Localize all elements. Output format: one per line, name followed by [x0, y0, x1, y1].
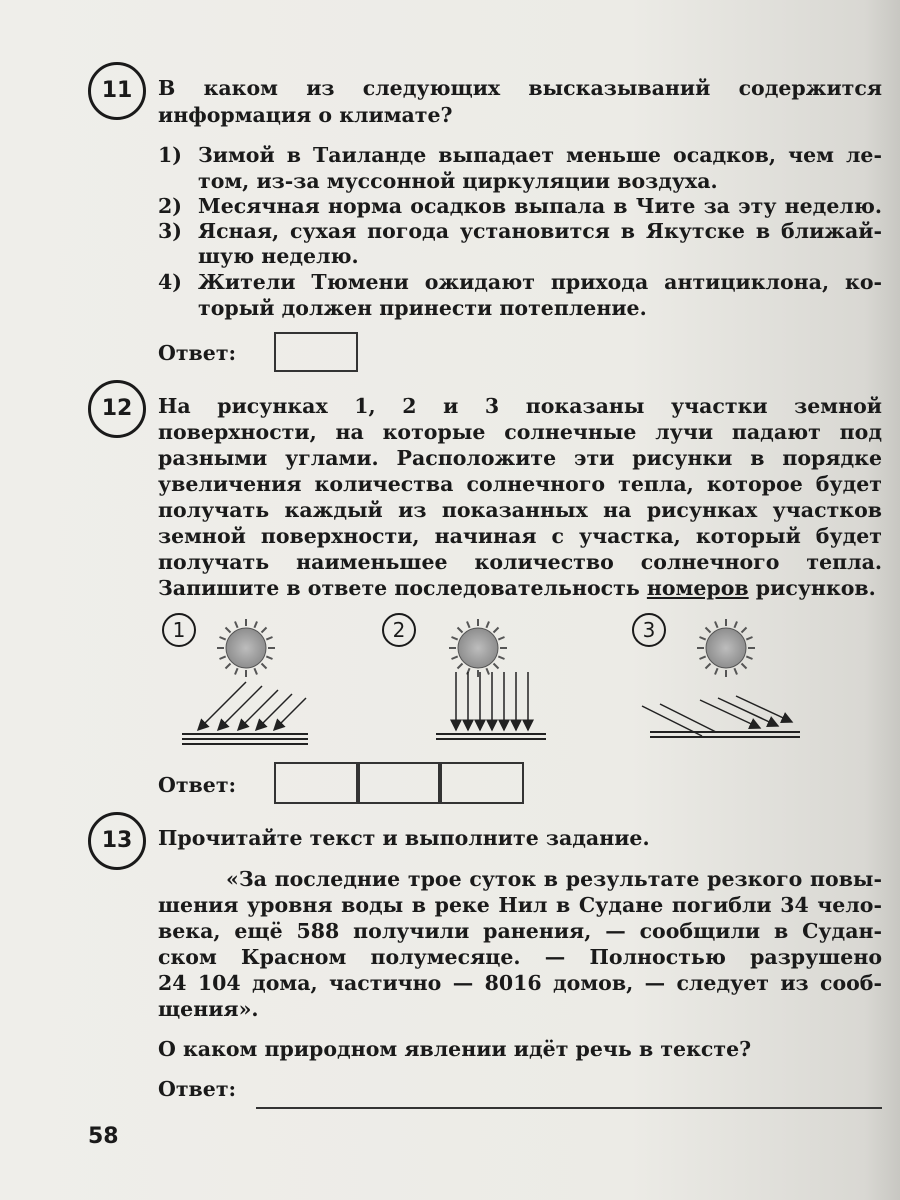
q12-text-line-8-a: Запишите в ответе последовательность: [158, 576, 647, 600]
q11-answer-box[interactable]: [274, 332, 358, 372]
q11-option-2-number: 2): [158, 194, 182, 218]
figure-2: [436, 619, 546, 739]
q13-text-line-5: 24 104 дома, частично — 8016 домов, — следует из сооб-: [158, 971, 882, 995]
q12-text-line-3: разными углами. Расположите эти рисунки в порядке: [158, 446, 882, 470]
question-12-number: 12: [88, 380, 146, 438]
q12-text-line-4: [158, 472, 882, 496]
figure-3: [642, 619, 800, 737]
q11-text-line-1: В каком из следующих высказываний содержится: [158, 76, 882, 100]
q12-answer-label: Ответ:: [158, 773, 237, 797]
q13-text-line-4: ском Красном полумесяце. — Полностью разрушено: [158, 945, 882, 969]
q13-question: О каком природном явлении идёт речь в тексте?: [158, 1037, 752, 1061]
q11-option-1-line-1: Зимой в Таиланде выпадает меньше осадков, чем ле-: [198, 143, 882, 167]
figure-3-label: 3: [632, 613, 666, 647]
q11-option-3-line-1: Ясная, сухая погода установится в Якутске в ближай-: [198, 219, 882, 243]
q12-text-line-2: поверхности, на которые солнечные лучи падают под: [158, 420, 882, 444]
sun-rays-figures: [0, 610, 900, 770]
q13-answer-label: Ответ:: [158, 1077, 237, 1101]
question-11-number: 11: [88, 62, 146, 120]
figure-2-label: 2: [382, 613, 416, 647]
q12-text-line-6: земной поверхности, начиная с участка, который будет: [158, 524, 882, 548]
q11-option-4-line-1: Жители Тюмени ожидают прихода антициклона, ко-: [198, 270, 882, 294]
q12-answer-cell-1[interactable]: [274, 762, 360, 804]
figure-1-label: 1: [162, 613, 196, 647]
q12-text-line-1: На рисунках 1, 2 и 3 показаны участки земной: [158, 394, 882, 418]
q12-text-line-7: получать наименьшее количество солнечного тепла.: [158, 550, 882, 574]
page-number: 58: [88, 1124, 119, 1149]
q12-text-line-4-rest: количества солнечного тепла, которое будет: [301, 472, 882, 496]
q11-option-3-number: 3): [158, 219, 182, 243]
q12-text-line-8-b: рисунков.: [748, 576, 876, 600]
q11-text-line-2: информация о климате?: [158, 103, 453, 127]
q12-text-line-8: [158, 576, 876, 600]
q12-text-line-5: получать каждый из показанных на рисунках участков: [158, 498, 882, 522]
q11-option-2-line-1: Месячная норма осадков выпала в Чите за эту неделю.: [198, 194, 882, 218]
q12-emphasis-increase: увеличения: [158, 472, 302, 496]
q13-text-line-1: «За последние трое суток в результате резкого повы-: [226, 867, 882, 891]
q13-text-line-3: века, ещё 588 получили ранения, — сообщили в Судан-: [158, 919, 882, 943]
q11-option-3-line-2: шую неделю.: [198, 244, 359, 268]
q11-answer-label: Ответ:: [158, 341, 237, 365]
q12-answer-cell-3[interactable]: [438, 762, 524, 804]
q12-emphasis-numbers: номеров: [646, 576, 749, 600]
q11-option-4-number: 4): [158, 270, 182, 294]
q13-text-line-2: шения уровня воды в реке Нил в Судане погибли 34 чело-: [158, 893, 882, 917]
q13-text-line-6: щения».: [158, 997, 259, 1021]
q12-answer-cell-2[interactable]: [356, 762, 442, 804]
q11-option-1-line-2: том, из-за муссонной циркуляции воздуха.: [198, 169, 718, 193]
figure-1: [182, 619, 308, 744]
q11-option-1-number: 1): [158, 143, 182, 167]
q13-answer-line[interactable]: [256, 1107, 882, 1109]
question-13-number: 13: [88, 812, 146, 870]
q13-title: Прочитайте текст и выполните задание.: [158, 826, 650, 850]
q11-option-4-line-2: торый должен принести потепление.: [198, 296, 647, 320]
